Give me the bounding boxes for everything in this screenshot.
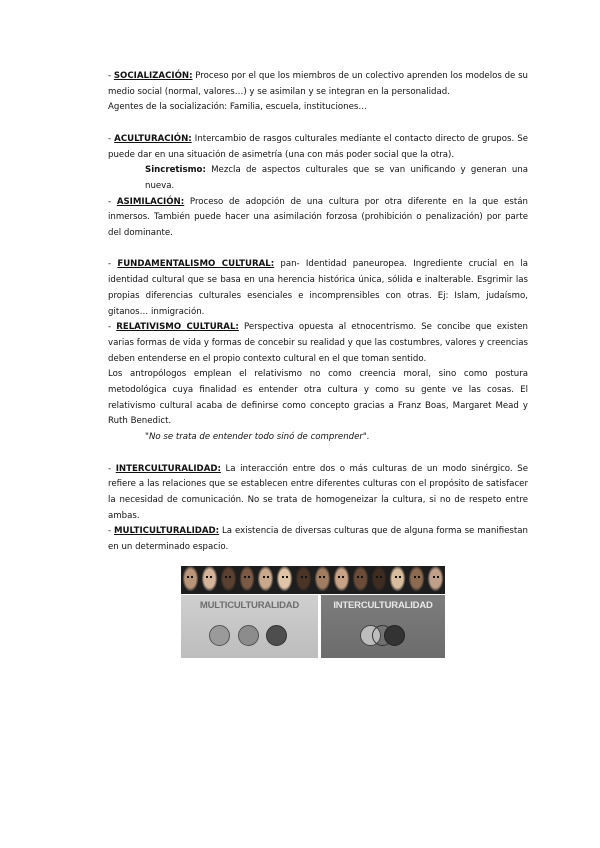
dash: - [108, 259, 118, 270]
culture-figure [181, 566, 445, 659]
multiculturalidad-label: MULTICULTURALIDAD [199, 600, 300, 611]
dash: - [108, 463, 116, 474]
definition-socializacion: Proceso por el que los miembros de un colectivo aprenden los modelos de su medio social (normal, valores…) y se asimilan y se integran en la personalidad. [108, 71, 528, 97]
definition-asimilacion: Proceso de adopción de una cultura por otra diferente en la que están inmersos. También puede hacer una asimilación forzosa (prohibición o penalización) por parte del dominante. [108, 196, 528, 239]
face-portrait [426, 566, 445, 594]
comparison-boxes [181, 595, 445, 658]
faces-strip [181, 566, 445, 594]
face-portrait [407, 566, 426, 594]
separate-circle-1 [209, 625, 230, 646]
face-portrait [256, 566, 275, 594]
separate-circle-2 [238, 625, 259, 646]
dash: - [108, 196, 117, 207]
paragraph-aculturacion [108, 132, 528, 163]
dash: - [108, 322, 117, 333]
face-portrait [313, 566, 332, 594]
dash: - [108, 133, 115, 144]
face-portrait [351, 566, 370, 594]
paragraph-fundamentalismo [108, 257, 528, 320]
term-fundamentalismo: FUNDAMENTALISMO CULTURAL: [117, 259, 275, 270]
dash: - [108, 71, 114, 81]
face-portrait [275, 566, 294, 594]
face-portrait [238, 566, 257, 594]
paragraph-sincretismo [108, 163, 528, 194]
definition-sincretismo: Mezcla de aspectos culturales que se van unificando y generan una nueva. [145, 165, 528, 191]
interculturalidad-panel [321, 595, 445, 658]
definition-multiculturalidad: La existencia de diversas culturas que de alguna forma se manifiestan en un determinado espacio. [108, 526, 528, 553]
term-sincretismo: Sincretismo: [145, 165, 206, 176]
multiculturalidad-panel [181, 595, 318, 658]
definition-aculturacion: Intercambio de rasgos culturales mediante el contacto directo de grupos. Se puede dar en una situación de asimetría (una con más poder social que la otra). [108, 133, 528, 160]
definition-relativismo: Perspectiva opuesta al etnocentrismo. Se concibe que existen varias formas de vida y formas de concebir su realidad y que las costumbres, valores y creencias deben entenderse en el propio contexto cultural en el que toman sentido. [108, 322, 528, 364]
term-aculturacion: ACULTURACIÓN: [114, 133, 192, 144]
face-portrait [219, 566, 238, 594]
dash: - [108, 526, 114, 537]
interculturalidad-label: INTERCULTURALIDAD [333, 600, 433, 611]
overlapping-circle-3 [384, 625, 405, 646]
paragraph-antropologos: Los antropólogos emplean el relativismo no como creencia moral, sino como postura metodológica cuya finalidad es entender otra cultura y como su gente ve las cosas. El relativismo cultural acaba de definirse como concepto gracias a Franz Boas, Margaret Mead y Ruth Benedict. [108, 369, 528, 427]
term-multiculturalidad: MULTICULTURALIDAD: [114, 526, 220, 537]
face-portrait [200, 566, 219, 594]
paragraph-agentes: Agentes de la socialización: Familia, escuela, instituciones… [108, 102, 367, 113]
paragraph-socializacion [108, 69, 528, 100]
paragraph-interculturalidad [108, 462, 528, 525]
document-body [108, 69, 528, 556]
definition-fundamentalismo: pan- Identidad paneuropea. Ingrediente crucial en la identidad cultural que se basa en una herencia histórica única, sólida e inalterable. Esgrimir las propias diferencias culturales esenciales e incomprensibles con otras. Ej: Islam, judaísmo, gitanos… inmigración. [108, 259, 529, 317]
quote: "No se trata de entender todo sinó de comprender". [145, 432, 370, 443]
term-relativismo: RELATIVISMO CULTURAL: [116, 322, 239, 333]
face-portrait [388, 566, 407, 594]
face-portrait [332, 566, 351, 594]
face-portrait [294, 566, 313, 594]
face-portrait [370, 566, 389, 594]
term-asimilacion: ASIMILACIÓN: [116, 196, 185, 207]
paragraph-relativismo [108, 320, 528, 367]
definition-interculturalidad: La interacción entre dos o más culturas de un modo sinérgico. Se refiere a las relaciones que se establecen entre diferentes culturas con el propósito de satisfacer la necesidad de comunicación. No se trata de homogeneizar la cultura, si no de respeto entre ambas. [108, 463, 528, 521]
separate-circle-3 [266, 625, 287, 646]
paragraph-asimilacion [108, 195, 528, 242]
term-interculturalidad: INTERCULTURALIDAD: [115, 463, 221, 474]
paragraph-multiculturalidad [108, 524, 528, 555]
face-portrait [181, 566, 200, 594]
term-socializacion: SOCIALIZACIÓN: [113, 71, 193, 81]
